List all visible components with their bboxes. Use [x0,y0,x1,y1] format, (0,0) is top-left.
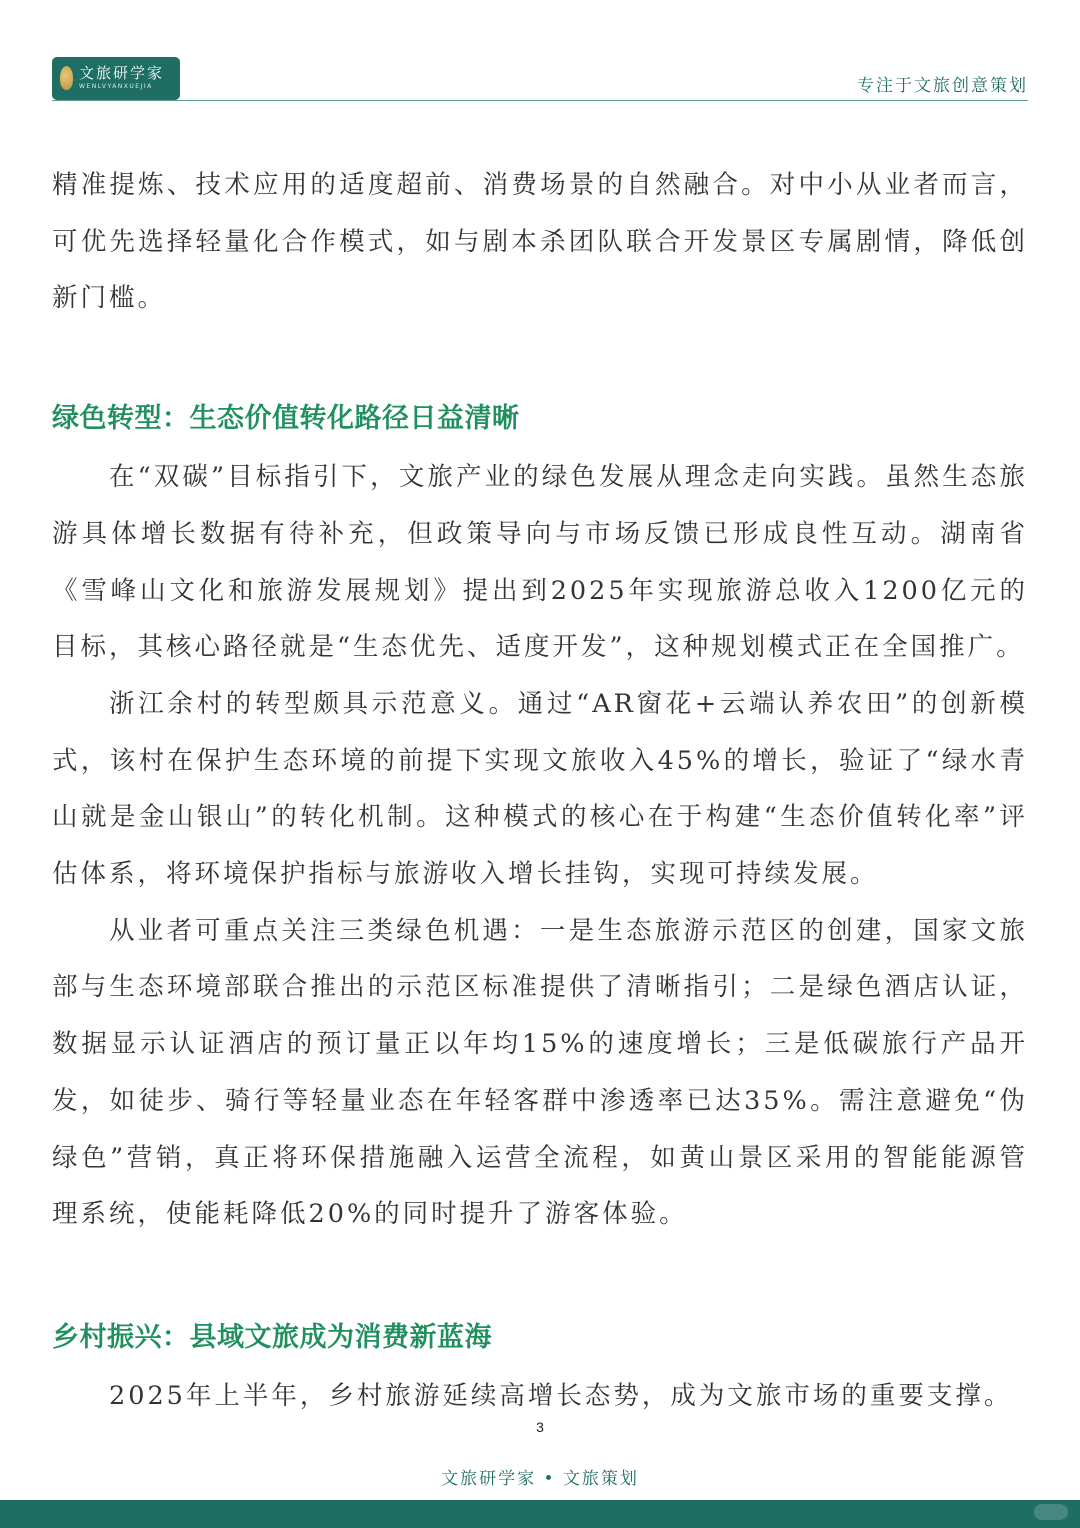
article-body [52,157,1028,1425]
logo-text-group [79,63,164,91]
section-heading-green-transition: 绿色转型：生态价值转化路径日益清晰 [52,403,520,435]
footer-text: 文旅研学家 • 文旅策划 [441,1469,639,1489]
logo-pinyin: WENLVYANXUEJIA [79,83,153,90]
section-heading-rural-revitalization: 乡村振兴：县域文旅成为消费新蓝海 [52,1321,492,1353]
paragraph: 2025年上半年，乡村旅游延续高增长态势，成为文旅市场的重要支撑。 [109,1380,1013,1411]
footer-band [0,1500,1080,1528]
header-divider [52,100,1028,101]
paragraph: 在“双碳”目标指引下，文旅产业的绿色发展从理念走向实践。虽然生态旅游具体增长数据有待补充，但政策导向与市场反馈已形成良性互动。湖南省《雪峰山文化和旅游发展规划》提出到2025年实现旅游总收入1200亿元的目标，其核心路径就是“生态优先、适度开发”，这种规划模式正在全国推广。 [52,462,1028,663]
logo-emblem-icon [60,66,73,90]
logo-name: 文旅研学家 [79,64,165,82]
paragraph-continued: 精准提炼、技术应用的适度超前、消费场景的自然融合。对中小从业者而言，可优先选择轻量化合作模式，如与剧本杀团队联合开发景区专属剧情，降低创新门槛。 [52,170,1028,314]
watermark-badge [1034,1504,1068,1520]
page-number: 3 [536,1419,544,1435]
brand-logo [52,57,180,100]
header-slogan: 专注于文旅创意策划 [857,76,1028,96]
paragraph: 从业者可重点关注三类绿色机遇：一是生态旅游示范区的创建，国家文旅部与生态环境部联合推出的示范区标准提供了清晰指引；二是绿色酒店认证，数据显示认证酒店的预订量正以年均15%的速度增长；三是低碳旅行产品开发，如徒步、骑行等轻量业态在年轻客群中渗透率已达35%。需注意避免“伪绿色”营销，真正将环保措施融入运营全流程，如黄山景区采用的智能能源管理系统，使能耗降低20%的同时提升了游客体验。 [52,915,1028,1230]
paragraph: 浙江余村的转型颇具示范意义。通过“AR窗花+云端认养农田”的创新模式，该村在保护生态环境的前提下实现文旅收入45%的增长，验证了“绿水青山就是金山银山”的转化机制。这种模式的核心在于构建“生态价值转化率”评估体系，将环境保护指标与旅游收入增长挂钩，实现可持续发展。 [52,688,1028,890]
